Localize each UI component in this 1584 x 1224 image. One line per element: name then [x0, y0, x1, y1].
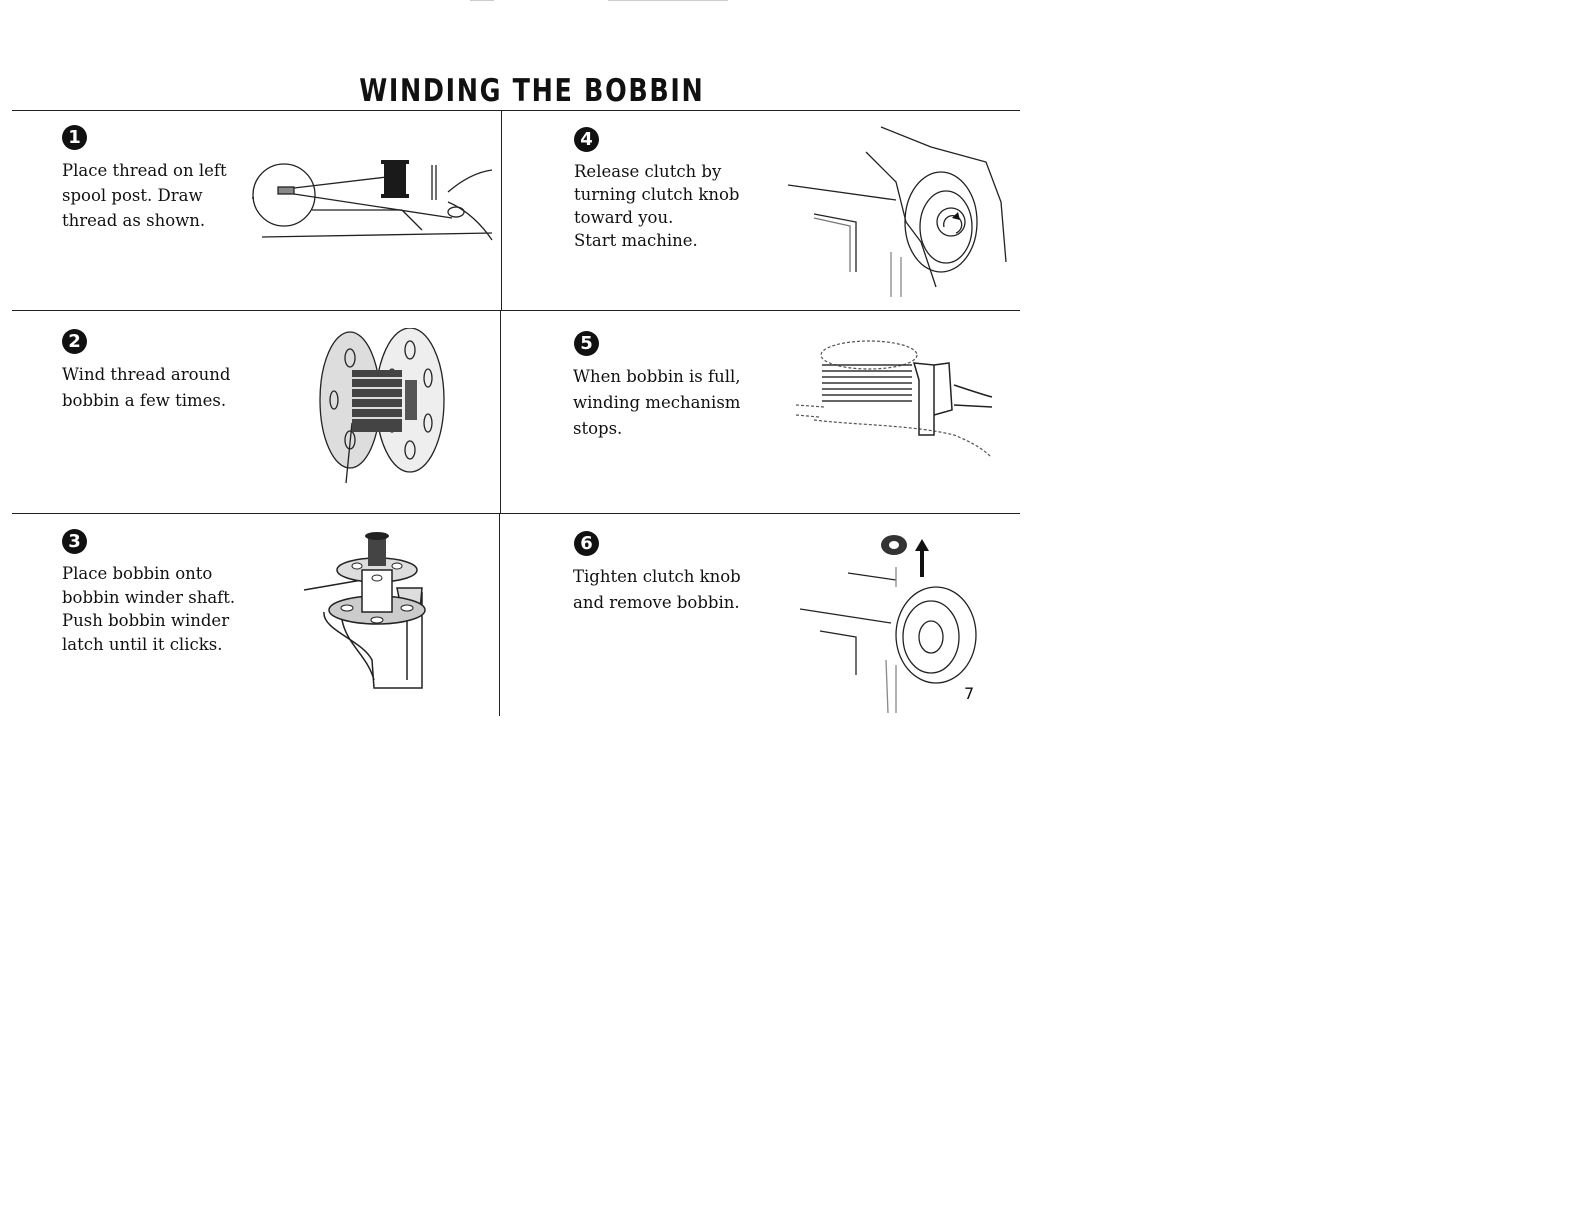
step-2-number: 2 [62, 329, 87, 354]
row-divider-2 [12, 513, 1020, 514]
step-3-line: Push bobbin winder [62, 611, 230, 630]
step-3-line: Place bobbin onto [62, 564, 213, 583]
step-6-line: Tighten clutch knob [573, 567, 741, 586]
column-divider [501, 110, 502, 310]
row-divider-1 [12, 310, 1020, 311]
spool-post-threading-illustration [252, 140, 498, 250]
page-title: WINDING THE BOBBIN [359, 72, 705, 109]
step-4-line: turning clutch knob [574, 185, 740, 204]
step-1-line: thread as shown. [62, 211, 206, 230]
step-1-text [62, 158, 250, 233]
step-2-line: Wind thread around [62, 365, 231, 384]
step-3-line: bobbin winder shaft. [62, 587, 236, 607]
step-3-line: latch until it clicks. [62, 634, 223, 654]
step-2-line: bobbin a few times. [62, 391, 227, 410]
bobbin-wound-thread-illustration [312, 328, 452, 488]
column-divider [499, 513, 500, 716]
page-number: 7 [964, 684, 975, 703]
step-5-number: 5 [574, 331, 599, 356]
scan-mark [608, 0, 728, 1]
step-2-text [62, 362, 248, 414]
step-6-line: and remove bobbin. [573, 593, 740, 612]
step-4-number: 4 [574, 127, 599, 152]
step-6-text [573, 564, 751, 616]
step-4-line: toward you. [574, 208, 674, 227]
remove-bobbin-illustration [796, 525, 986, 715]
table-top-rule [12, 110, 1020, 111]
scan-mark [470, 0, 494, 1]
step-4-line: Start machine. [574, 231, 698, 250]
step-5-line: When bobbin is full, [573, 367, 741, 386]
step-4-text [574, 160, 751, 252]
step-4-line: Release clutch by [574, 162, 722, 181]
clutch-knob-release-illustration [786, 122, 1012, 300]
column-divider [500, 310, 501, 513]
bobbin-winder-shaft-illustration [302, 530, 432, 692]
step-5-line: winding mechanism [573, 393, 741, 412]
step-1-line: spool post. Draw [62, 186, 203, 205]
step-3-text [62, 562, 248, 656]
step-5-text [573, 364, 750, 442]
step-1-number: 1 [62, 125, 87, 150]
full-bobbin-illustration [794, 335, 994, 460]
step-1-line: Place thread on left [62, 161, 227, 180]
step-3-number: 3 [62, 529, 87, 554]
step-5-line: stops. [573, 419, 623, 438]
step-6-number: 6 [574, 531, 599, 556]
